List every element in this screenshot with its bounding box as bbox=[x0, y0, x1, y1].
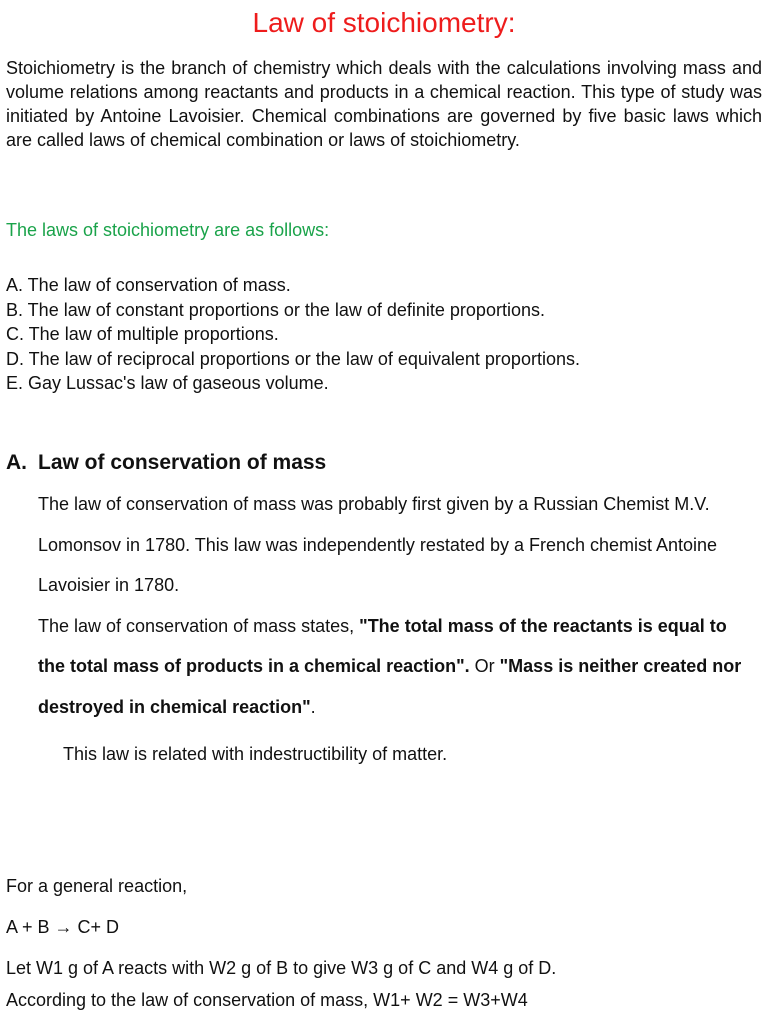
conservation-equation: According to the law of conservation of mass, W1+ W2 = W3+W4 bbox=[6, 990, 528, 1010]
paragraph-prefix: The law of conservation of mass states, bbox=[38, 615, 360, 636]
laws-list bbox=[6, 273, 580, 396]
or-text: Or bbox=[469, 656, 500, 676]
section-body bbox=[38, 484, 758, 727]
list-item: B. The law of constant proportions or the law of definite proportions. bbox=[6, 299, 545, 320]
paragraph-suffix: . bbox=[310, 696, 316, 717]
section-heading bbox=[6, 449, 326, 477]
quote-mass-neither: "Mass is neither created nor destroyed in chemical reaction" bbox=[38, 656, 742, 717]
list-item: E. Gay Lussac's law of gaseous volume. bbox=[6, 373, 329, 393]
section-paragraph-1: The law of conservation of mass was probably first given by a Russian Chemist M.V. Lomonsov in 1780. This law was independently restated by a French chemist Antoine Lavoisier in 1780. bbox=[38, 494, 718, 595]
indestructibility-note: This law is related with indestructibility of matter. bbox=[63, 744, 448, 764]
list-item: D. The law of reciprocal proportions or the law of equivalent proportions. bbox=[6, 348, 580, 369]
quote-total-mass: "The total mass of the reactants is equal to the total mass of products in a chemical reaction". bbox=[38, 615, 727, 676]
list-item: A. The law of conservation of mass. bbox=[6, 275, 291, 295]
page-title: Law of stoichiometry: bbox=[252, 7, 516, 38]
let-statement: Let W1 g of A reacts with W2 g of B to give W3 g of C and W4 g of D. bbox=[6, 958, 557, 978]
general-reaction-label: For a general reaction, bbox=[6, 876, 188, 896]
section-paragraph-2 bbox=[38, 606, 758, 728]
intro-paragraph: Stoichiometry is the branch of chemistry which deals with the calculations involving mass and volume relations among reactants and products in a chemical reaction. This type of study was initiated by Antoine Lavoisier. Chemical combinations are governed by five basic laws which are called laws of chemical combination or laws of stoichiometry. bbox=[6, 58, 762, 150]
list-item: C. The law of multiple proportions. bbox=[6, 324, 279, 344]
laws-heading: The laws of stoichiometry are as follows: bbox=[6, 220, 330, 240]
section-title: Law of conservation of mass bbox=[38, 451, 327, 474]
reaction-equation: A + B → C+ D bbox=[6, 917, 120, 937]
section-letter: A. bbox=[6, 451, 27, 474]
